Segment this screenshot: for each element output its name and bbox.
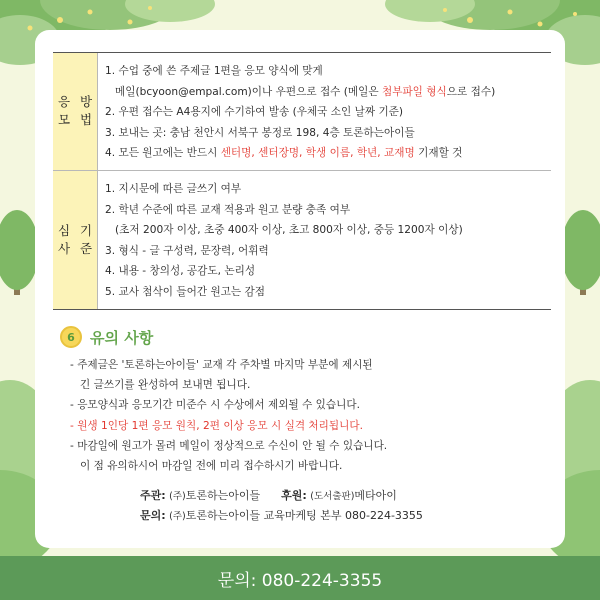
contact-text: 토론하는아이들 교육마케팅 본부 080-224-3355 (185, 509, 423, 522)
line-text: 5. 교사 첨삭이 들어간 원고는 감점 (105, 285, 265, 298)
table-row (53, 170, 551, 309)
content-line (105, 82, 551, 103)
content-line (105, 241, 551, 262)
notes-list (70, 355, 550, 476)
line-text: 1. 지시문에 따른 글쓰기 여부 (105, 182, 242, 195)
host-label: 주관: (140, 489, 166, 502)
row-header-text: 응모 (57, 94, 71, 128)
row-content (98, 53, 551, 170)
note-item: 긴 글쓰기를 완성하여 보내면 됩니다. (80, 379, 251, 392)
info-table (53, 52, 551, 310)
table-row (53, 53, 551, 170)
content-line (105, 200, 551, 221)
note-item: - 주제글은 '토론하는아이들' 교재 각 주차별 마지막 부분에 제시된 (70, 359, 373, 371)
sponsor-name: 메타아이 (354, 489, 397, 502)
content-line (105, 61, 551, 82)
line-text: 2. 우편 접수는 A4용지에 수기하여 발송 (우체국 소인 날짜 기준) (105, 106, 404, 119)
line-text: 2. 학년 수준에 따른 교재 적용과 원고 분량 충족 여부 (105, 203, 351, 216)
highlight-text: 센터명, 센터장명, 학생 이름, 학년, 교재명 (220, 147, 415, 160)
row-header-text: 기준 (79, 222, 93, 256)
content-line (105, 123, 551, 144)
contact-prefix: (주) (169, 511, 186, 522)
section-heading (60, 325, 153, 349)
line-text: 메일(bcyoon@empal.com)이나 우편으로 접수 (메일은 (115, 85, 382, 98)
contact-line (140, 506, 423, 526)
note-item: 이 점 유의하시어 마감일 전에 미리 접수하시기 바랍니다. (80, 460, 343, 473)
content-line (105, 143, 551, 164)
line-text: 4. 내용 - 창의성, 공감도, 논리성 (105, 265, 256, 278)
content-line (105, 261, 551, 282)
row-header (53, 53, 98, 170)
line-text: 1. 수업 중에 쓴 주제글 1편을 응모 양식에 맞게 (105, 65, 323, 77)
host-name: 토론하는아이들 (185, 489, 261, 502)
host-prefix: (주) (169, 491, 186, 502)
footer-contact: 문의: 080-224-3355 (0, 556, 600, 600)
content-line (105, 179, 551, 200)
row-header-text: 방법 (79, 94, 93, 128)
organizer-info (140, 486, 423, 526)
row-header (53, 171, 98, 309)
line-text: (초저 200자 이상, 초중 400자 이상, 초고 800자 이상, 중등 1200자 이상) (115, 224, 463, 237)
content-line (105, 220, 551, 241)
contact-label: 문의: (140, 509, 166, 522)
line-text: 으로 접수) (446, 85, 496, 98)
note-item: - 응모양식과 응모기간 미준수 시 수상에서 제외될 수 있습니다. (70, 399, 360, 412)
content-line (105, 282, 551, 303)
note-item: - 원생 1인당 1편 응모 원칙, 2편 이상 응모 시 실격 처리됩니다. (70, 419, 363, 432)
host-sponsor-line (140, 486, 423, 506)
line-text: 4. 모든 원고에는 반드시 (105, 147, 221, 160)
note-item: - 마감일에 원고가 몰려 메일이 정상적으로 수신이 안 될 수 있습니다. (70, 439, 388, 452)
line-text: 기재할 것 (414, 147, 463, 160)
section-title: 유의 사항 (90, 328, 154, 347)
sponsor-prefix: (도서출판) (310, 491, 355, 502)
section-number-badge: 6 (60, 326, 82, 348)
highlight-text: 첨부파일 형식 (381, 85, 447, 98)
row-content (98, 171, 551, 309)
sponsor-label: 후원: (281, 489, 307, 502)
content-line (105, 102, 551, 123)
line-text: 3. 보내는 곳: 충남 천안시 서북구 봉정로 198, 4층 토론하는아이들 (105, 126, 415, 139)
row-header-text: 심사 (57, 222, 71, 256)
line-text: 3. 형식 - 글 구성력, 문장력, 어휘력 (105, 244, 269, 257)
